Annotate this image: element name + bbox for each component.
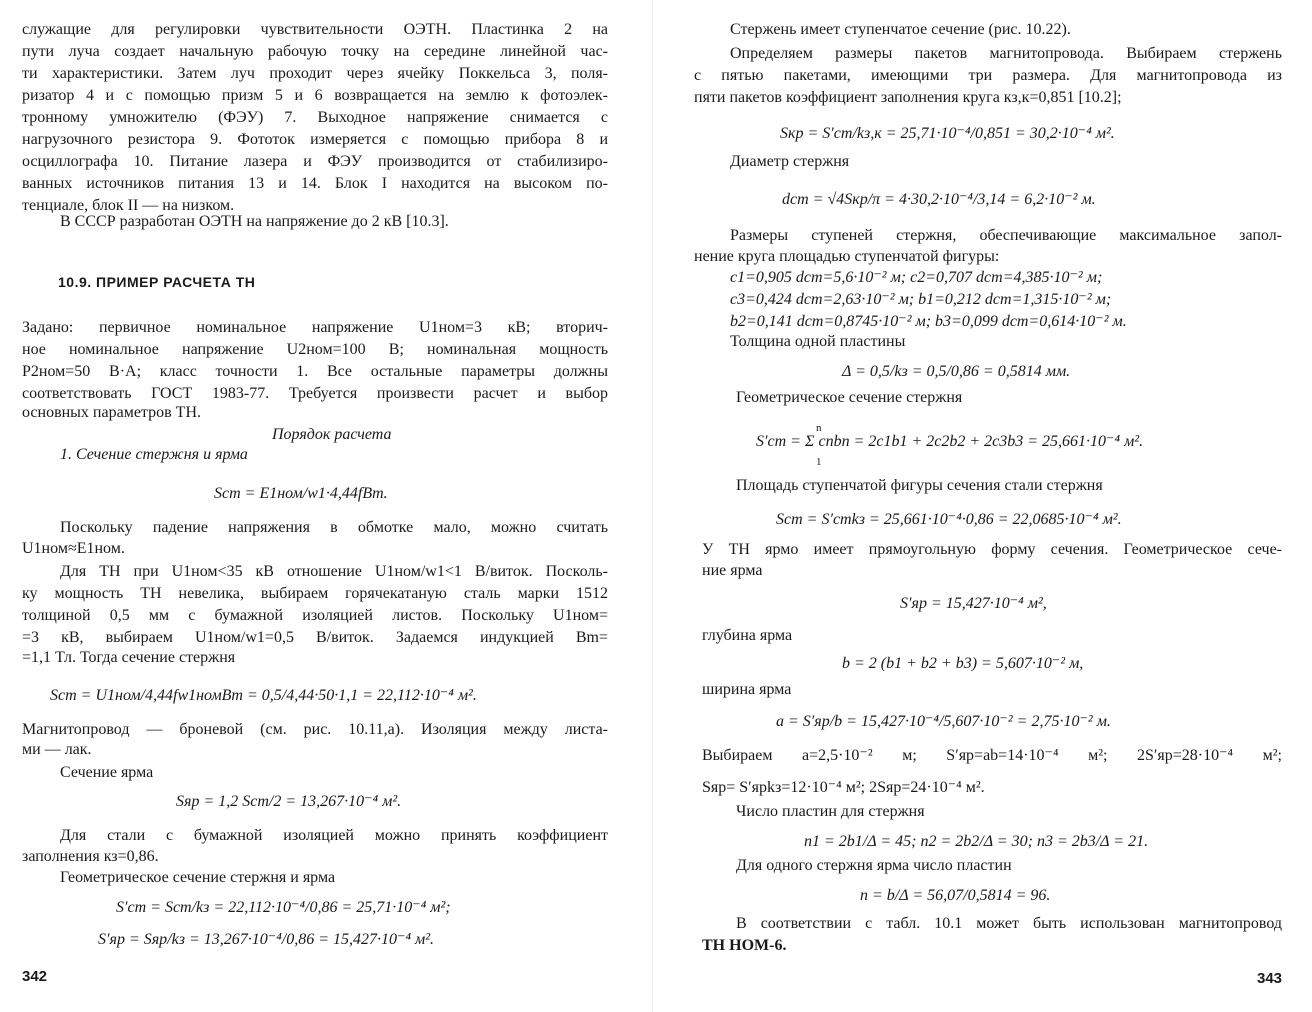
sum-upper-limit: n (816, 422, 822, 434)
text-line: ТН НОМ-6. (702, 937, 787, 954)
text-line: ризатор 4 и с помощью призм 5 и 6 возвращается на землю к фотоэлек- (22, 87, 608, 104)
left-page (0, 0, 640, 1012)
area-caption: Площадь ступенчатой фигуры сечения стали стержня (736, 477, 1103, 494)
text-line: Выбираем a=2,5·10⁻² м; S′яр=ab=14·10⁻⁴ м²; 2S′яр=28·10⁻⁴ м²; (702, 747, 1282, 764)
geometry-caption: Геометрическое сечение стержня и ярма (60, 869, 336, 886)
text-line: =3 кВ, выбираем U1ном/w1=0,5 В/виток. Задаемся индукцией Bm= (22, 629, 608, 646)
formula: dст = √4Sкр/π = 4·30,2·10⁻⁴/3,14 = 6,2·10⁻² м. (782, 191, 1096, 208)
text-line: ние ярма (702, 562, 763, 579)
formula: Δ = 0,5/kз = 0,5/0,86 = 0,5814 мм. (842, 363, 1071, 380)
text-line: Для стали с бумажной изоляцией можно принять коэффициент (60, 827, 608, 844)
text-line: U1ном≈E1ном. (22, 540, 125, 557)
text-line: ванных источников питания 13 и 14. Блок I находится на высоком по- (22, 175, 608, 192)
yoke-plates-caption: Для одного стержня ярма число пластин (736, 857, 1012, 874)
text-line: ти характеристики. Затем луч проходит через ячейку Поккельса 3, поля- (22, 65, 608, 82)
formula: S′ст = Σ cnbn = 2c1b1 + 2c2b2 + 2c3b3 = 25,661·10⁻⁴ м². (756, 433, 1144, 450)
text-line: ми — лак. (22, 741, 92, 758)
text-line: Sяр= S′ярkз=12·10⁻⁴ м²; 2Sяр=24·10⁻⁴ м². (702, 779, 985, 796)
text-line: ку мощность ТН невелика, выбираем горячекатаную сталь марки 1512 (22, 585, 608, 602)
text-line: У ТН ярмо имеет прямоугольную форму сечения. Геометрическое сече- (702, 541, 1282, 558)
yoke-caption: Сечение ярма (60, 764, 154, 781)
formula: Sкр = S′ст/kз,к = 25,71·10⁻⁴/0,851 = 30,2·10⁻⁴ м². (780, 125, 1115, 142)
text-line: пути луча создает начальную рабочую точку на середине линейной час- (22, 43, 608, 60)
depth-caption: глубина ярма (702, 627, 793, 644)
text-line: Размеры ступеней стержня, обеспечивающие максимальное запол- (730, 227, 1282, 244)
text-line: тенциале, блок II — на низком. (22, 197, 235, 214)
step-caption: 1. Сечение стержня и ярма (60, 446, 248, 463)
text-line: Магнитопровод — броневой (см. рис. 10.11,а). Изоляция между листа- (22, 721, 608, 738)
formula: Sст = U1ном/4,44fw1номBm = 0,5/4,44·50·1,1 = 22,112·10⁻⁴ м². (50, 687, 477, 704)
given-line: соответствовать ГОСТ 1983-77. Требуется произвести расчет и выбор (22, 385, 608, 402)
text-line: с пятью пакетами, имеющими три размера. Для магнитопровода из (694, 67, 1282, 84)
text-line: Стержень имеет ступенчатое сечение (рис. 10.22). (730, 21, 1071, 38)
step-size-line: b2=0,141 dст=0,8745·10⁻² м; b3=0,099 dст=0,614·10⁻² м. (730, 313, 1127, 330)
diameter-caption: Диаметр стержня (730, 153, 850, 170)
text-line: Поскольку падение напряжения в обмотке мало, можно считать (60, 519, 608, 536)
geometry-caption: Геометрическое сечение стержня (736, 389, 963, 406)
text-line: Для ТН при U1ном<35 кВ отношение U1ном/w1<1 В/виток. Посколь- (60, 563, 608, 580)
given-line: основных параметров ТН. (22, 404, 201, 421)
formula: S′яр = Sяр/kз = 13,267·10⁻⁴/0,86 = 15,427·10⁻⁴ м². (98, 931, 435, 948)
formula: n = b/Δ = 56,07/0,5814 = 96. (860, 887, 1051, 904)
text-line: пяти пакетов коэффициент заполнения круга кз,к=0,851 [10.2]; (694, 89, 1122, 106)
formula: n1 = 2b1/Δ = 45; n2 = 2b2/Δ = 30; n3 = 2b3/Δ = 21. (804, 833, 1149, 850)
plates-caption: Число пластин для стержня (736, 803, 925, 820)
page-number: 343 (1257, 970, 1283, 987)
step-size-line: c1=0,905 dст=5,6·10⁻² м; c2=0,707 dст=4,385·10⁻² м; (730, 269, 1103, 286)
step-size-line: c3=0,424 dст=2,63·10⁻² м; b1=0,212 dст=1,315·10⁻² м; (730, 291, 1112, 308)
text-line: =1,1 Тл. Тогда сечение стержня (22, 649, 236, 666)
formula: Sяр = 1,2 Sст/2 = 13,267·10⁻⁴ м². (176, 793, 402, 810)
formula: a = S′яр/b = 15,427·10⁻⁴/5,607·10⁻² = 2,75·10⁻² м. (776, 713, 1111, 730)
text-line: В соответствии с табл. 10.1 может быть использован магнитопровод (736, 915, 1282, 932)
text-line: заполнения кз=0,86. (22, 848, 159, 865)
text-line: В СССР разработан ОЭТН на напряжение до 2 кВ [10.3]. (60, 213, 449, 230)
right-page (672, 0, 1294, 1012)
formula: b = 2 (b1 + b2 + b3) = 5,607·10⁻² м, (842, 655, 1084, 672)
text-line: Определяем размеры пакетов магнитопровода. Выбираем стержень (730, 45, 1282, 62)
formula: Sст = S′стkз = 25,661·10⁻⁴·0,86 = 22,0685·10⁻⁴ м². (776, 511, 1122, 528)
formula: S′ст = Sст/kз = 22,112·10⁻⁴/0,86 = 25,71·10⁻⁴ м²; (116, 899, 451, 916)
sum-lower-limit: 1 (816, 456, 822, 468)
text-line: толщиной 0,5 мм с бумажной изоляцией листов. Поскольку U1ном= (22, 607, 608, 624)
formula: Sст = E1ном/w1·4,44fBm. (214, 485, 388, 502)
text-line: осциллографа 10. Питание лазера и ФЭУ производится от стабилизиро- (22, 153, 608, 170)
width-caption: ширина ярма (702, 681, 792, 698)
text-line: тронному умножителю (ФЭУ) 7. Выходное напряжение снимается с (22, 109, 608, 126)
given-line: ное номинальное напряжение U2ном=100 В; номинальная мощность (22, 341, 608, 358)
text-line: служащие для регулировки чувствительности ОЭТН. Пластинка 2 на (22, 21, 608, 38)
text-line: нагрузочного резистора 9. Фототок измеряется с помощью прибора 8 и (22, 131, 608, 148)
formula: S′яр = 15,427·10⁻⁴ м², (900, 595, 1047, 612)
section-heading: 10.9. ПРИМЕР РАСЧЕТА ТН (58, 274, 256, 290)
order-caption: Порядок расчета (272, 426, 392, 443)
given-line: Задано: первичное номинальное напряжение U1ном=3 кВ; вторич- (22, 319, 608, 336)
page-number: 342 (22, 968, 48, 985)
thickness-caption: Толщина одной пластины (730, 333, 906, 350)
text-line: нение круга площадью ступенчатой фигуры: (694, 248, 1000, 265)
given-line: P2ном=50 В·А; класс точности 1. Все остальные параметры должны (22, 363, 608, 380)
gutter (652, 0, 653, 1012)
